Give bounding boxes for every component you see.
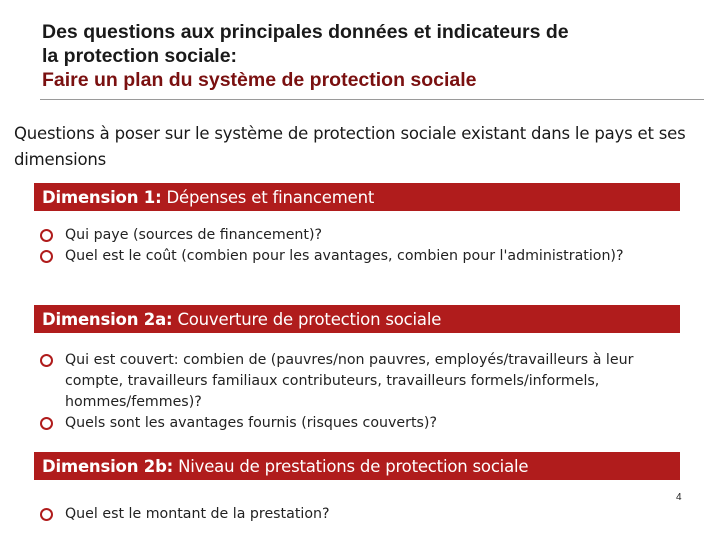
intro-text: Questions à poser sur le système de protection sociale existant dans le pays et ses dimensions <box>14 124 686 169</box>
dimension-1-text: Dépenses et financement <box>161 188 375 207</box>
circle-bullet-icon <box>40 229 53 242</box>
dimension-2b-list <box>40 504 690 525</box>
slide-title <box>42 20 702 92</box>
dimension-2a-text: Couverture de protection sociale <box>172 310 442 329</box>
dimension-1-label: Dimension 1: <box>42 188 162 207</box>
page-number: 4 <box>676 492 682 503</box>
list-item: Qui est couvert: combien de (pauvres/non pauvres, employés/travailleurs à leur compte, travailleurs familiaux contributeurs, travailleurs formels/informels, hommes/femmes)? <box>40 350 690 413</box>
list-item: Quel est le coût (combien pour les avantages, combien pour l'administration)? <box>40 246 690 267</box>
circle-bullet-icon <box>40 250 53 263</box>
circle-bullet-icon <box>40 354 53 367</box>
dimension-1-list <box>40 225 690 267</box>
list-item: Quel est le montant de la prestation? <box>40 504 690 525</box>
title-line-1: Des questions aux principales données et indicateurs de <box>42 21 569 43</box>
dimension-2b-header <box>34 452 680 480</box>
title-line-3: Faire un plan du système de protection sociale <box>42 69 477 91</box>
list-item: Qui paye (sources de financement)? <box>40 225 690 246</box>
dimension-1-header <box>34 183 680 211</box>
circle-bullet-icon <box>40 417 53 430</box>
dimension-2b-text: Niveau de prestations de protection sociale <box>173 457 529 476</box>
circle-bullet-icon <box>40 508 53 521</box>
dimension-2a-list <box>40 350 690 434</box>
dimension-2b-label: Dimension 2b: <box>42 457 174 476</box>
list-item: Quels sont les avantages fournis (risques couverts)? <box>40 413 690 434</box>
dimension-2a-header <box>34 305 680 333</box>
dimension-2a-label: Dimension 2a: <box>42 310 173 329</box>
title-divider <box>40 99 704 100</box>
title-line-2: la protection sociale: <box>42 45 238 67</box>
